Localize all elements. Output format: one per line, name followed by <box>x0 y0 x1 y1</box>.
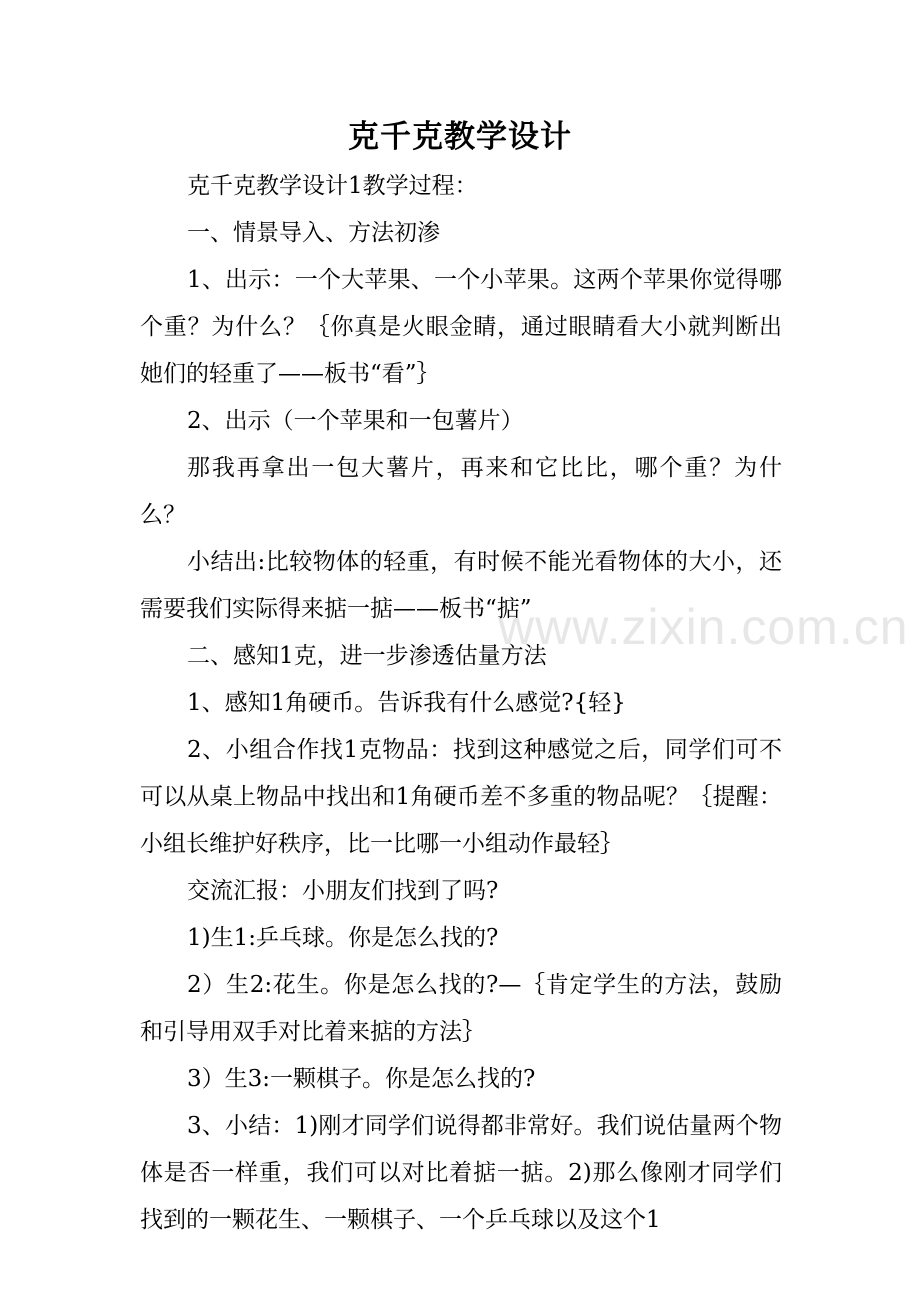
paragraph: 1、感知1角硬币。告诉我有什么感觉?{轻} <box>187 690 626 716</box>
paragraph: 2）生2:花生。你是怎么找的?—｛肯定学生的方法，鼓励和引导用双手对比着来掂的方法｝ <box>140 972 782 1045</box>
paragraph: 3）生3:一颗棋子。你是怎么找的? <box>187 1066 536 1092</box>
paragraph: 2、出示（一个苹果和一包薯片） <box>187 408 524 434</box>
section-heading: 一、情景导入、方法初渗 <box>187 220 440 246</box>
paragraph: 小结出:比较物体的轻重，有时候不能光看物体的大小，还需要我们实际得来掂一掂——板书“掂” <box>140 549 782 622</box>
watermark: www.zixin.com.cn <box>498 599 909 655</box>
paragraph: 克千克教学设计1教学过程： <box>187 173 478 199</box>
paragraph: 1、出示：一个大苹果、一个小苹果。这两个苹果你觉得哪个重？为什么？｛你真是火眼金睛，通过眼睛看大小就判断出她们的轻重了——板书“看”｝ <box>140 267 782 387</box>
paragraph: 1)生1:乒乓球。你是怎么找的? <box>187 925 499 951</box>
document-title: 克千克教学设计 <box>348 119 572 155</box>
paragraph: 3、小结：1)刚才同学们说得都非常好。我们说估量两个物体是否一样重，我们可以对比着掂一掂。2)那么像刚才同学们找到的一颗花生、一颗棋子、一个乒乓球以及这个1 <box>140 1113 782 1233</box>
section-heading: 二、感知1克，进一步渗透估量方法 <box>187 643 547 669</box>
paragraph: 2、小组合作找1克物品：找到这种感觉之后，同学们可不可以从桌上物品中找出和1角硬币差不多重的物品呢？｛提醒：小组长维护好秩序，比一比哪一小组动作最轻｝ <box>140 737 782 857</box>
paragraph: 交流汇报：小朋友们找到了吗? <box>187 878 499 904</box>
paragraph: 那我再拿出一包大薯片，再来和它比比，哪个重？为什么？ <box>140 455 782 528</box>
document-body <box>140 163 782 1244</box>
